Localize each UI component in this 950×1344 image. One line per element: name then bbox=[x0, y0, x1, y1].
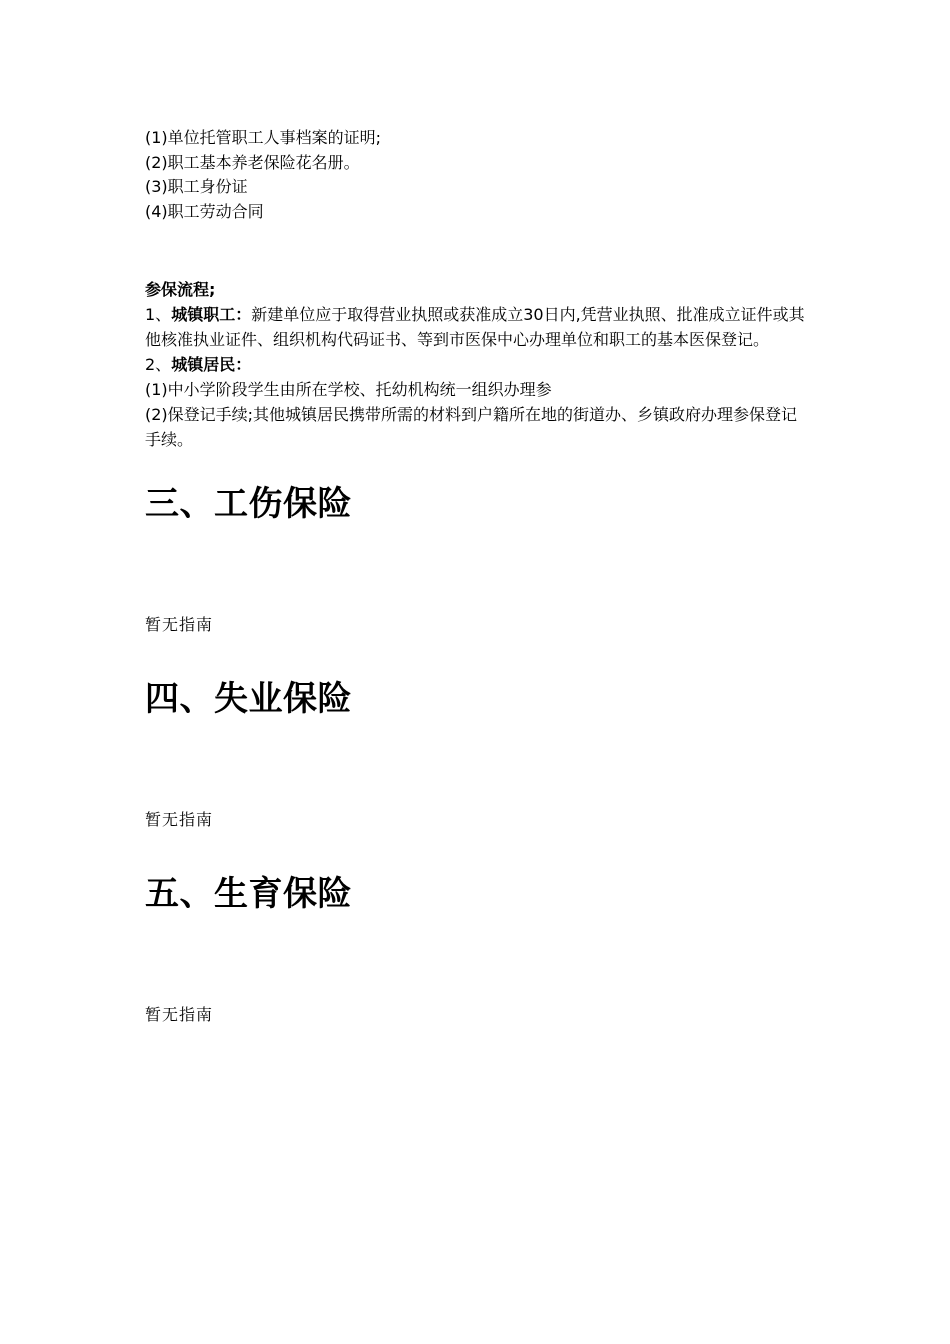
process-subitem: (2)保登记手续;其他城镇居民携带所需的材料到户籍所在地的街道办、乡镇政府办理参保登记手续。 bbox=[145, 405, 798, 449]
process-title: 参保流程; bbox=[145, 280, 216, 299]
item-number: 2、 bbox=[145, 355, 172, 374]
process-item-urban-employees bbox=[145, 302, 810, 352]
section-heading-unemployment: 四、失业保险 bbox=[145, 679, 352, 719]
documents-list bbox=[145, 126, 810, 224]
process-item-urban-residents bbox=[145, 352, 810, 377]
list-item: (1)单位托管职工人事档案的证明; bbox=[145, 128, 382, 147]
item-text: 新建单位应于取得营业执照或获准成立30日内,凭营业执照、批准成立证件或其他核准执业证件、组织机构代码证书、等到市医保中心办理单位和职工的基本医保登记。 bbox=[145, 305, 805, 349]
section-note: 暂无指南 bbox=[145, 615, 214, 634]
section-note: 暂无指南 bbox=[145, 810, 214, 829]
list-item: (3)职工身份证 bbox=[145, 177, 248, 196]
list-item: (4)职工劳动合同 bbox=[145, 201, 264, 221]
section-heading-maternity: 五、生育保险 bbox=[145, 874, 352, 914]
document-body bbox=[145, 126, 810, 1027]
section-heading-work-injury: 三、工伤保险 bbox=[145, 484, 352, 524]
process-subitem: (1)中小学阶段学生由所在学校、托幼机构统一组织办理参 bbox=[145, 380, 552, 399]
list-item: (2)职工基本养老保险花名册。 bbox=[145, 152, 360, 172]
enrollment-process bbox=[145, 277, 810, 452]
item-label: 城镇居民： bbox=[171, 355, 252, 374]
item-number: 1、 bbox=[145, 305, 172, 324]
item-label: 城镇职工： bbox=[171, 305, 252, 324]
section-note: 暂无指南 bbox=[145, 1005, 214, 1024]
